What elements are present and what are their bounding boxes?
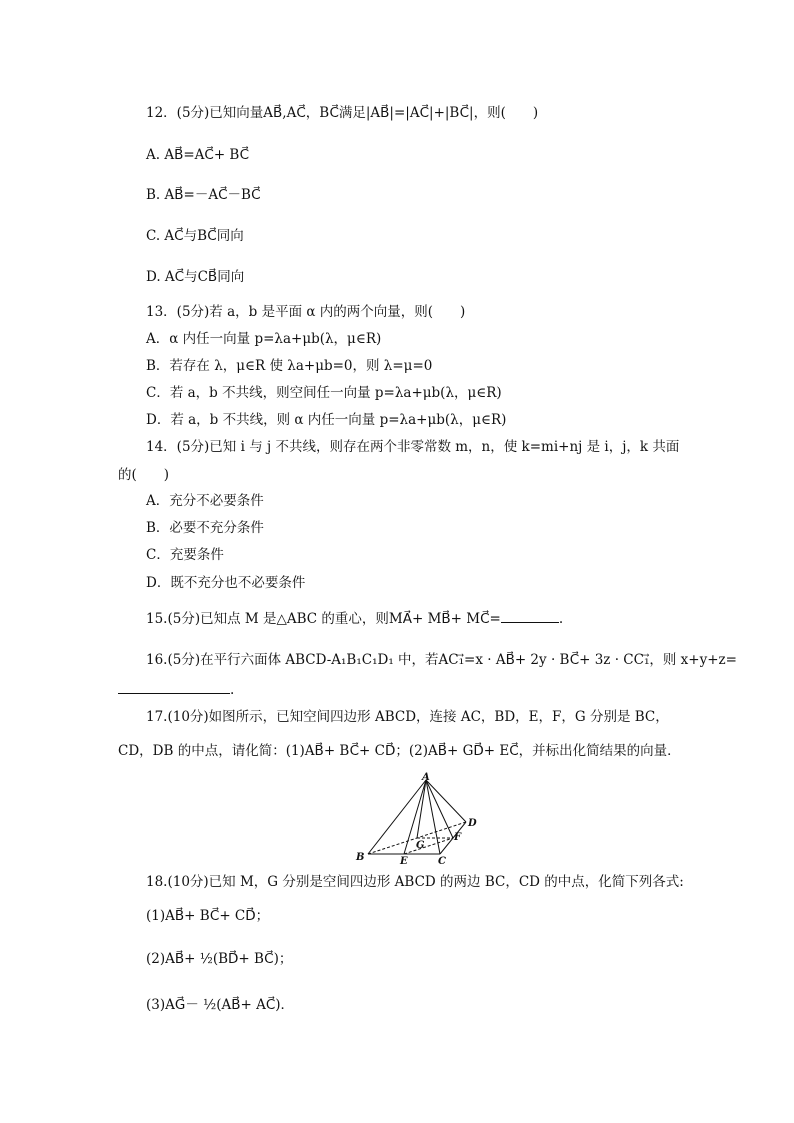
q14-option-c: C．充要条件: [146, 547, 224, 563]
edge-ad: [426, 780, 466, 822]
label-b: B: [356, 852, 365, 863]
tetrahedron-figure: [350, 772, 480, 864]
median-ag: [417, 780, 426, 838]
q13-stem: 13．(5分)若 a，b 是平面 α 内的两个向量，则( ): [146, 304, 466, 320]
q15-line: [146, 610, 563, 628]
q18-part-1: (1)AB⃗+ BC⃗+ CD⃗；: [146, 908, 270, 924]
segment-ef-dashed: [404, 838, 453, 854]
q16-end: .: [230, 682, 235, 698]
label-a: A: [422, 772, 430, 783]
q12-option-a: A. AB⃗=AC⃗+ BC⃗: [146, 147, 250, 163]
label-g: G: [416, 840, 425, 851]
median-af: [426, 780, 453, 838]
q18-part-3: (3)AG⃗－ ½(AB⃗+ AC⃗)．: [146, 997, 295, 1013]
q14-option-a: A．充分不必要条件: [146, 493, 264, 509]
q14-stem-line2: 的( ): [118, 467, 170, 483]
q17-line1: 17.(10分)如图所示，已知空间四边形 ABCD，连接 AC，BD，E，F，G 分别是 BC，: [146, 709, 669, 725]
q12-stem: 12．(5分)已知向量AB⃗,AC⃗，BC⃗满足|AB⃗|=|AC⃗|+|BC⃗|，则( ): [146, 105, 539, 121]
q16-answer-blank: [118, 693, 230, 694]
q14-option-b: B．必要不充分条件: [146, 520, 264, 536]
q14-stem-line1: 14．(5分)已知 i 与 j 不共线，则存在两个非零常数 m，n，使 k=mi+nj 是 i，j，k 共面: [146, 439, 680, 455]
label-f: F: [454, 832, 462, 843]
q14-option-d: D．既不充分也不必要条件: [146, 575, 306, 591]
label-d: D: [468, 818, 477, 829]
q12-option-d: D. AC⃗与CB⃗同向: [146, 269, 245, 285]
label-e: E: [400, 856, 408, 864]
q13-option-b: B．若存在 λ，μ∈R 使 λa+μb=0，则 λ=μ=0: [146, 358, 433, 374]
q17-line2: CD，DB 的中点，请化简：(1)AB⃗+ BC⃗+ CD⃗；(2)AB⃗+ GD⃗+ EC⃗，并标出化简结果的向量．: [118, 743, 681, 759]
q15-end: .: [558, 611, 564, 627]
q12-option-c: C. AC⃗与BC⃗同向: [146, 228, 244, 244]
label-c: C: [438, 856, 446, 864]
q16-stem: 16.(5分)在平行六面体 ABCD-A₁B₁C₁D₁ 中，若AC₁⃗=x · AB⃗+ 2y · BC⃗+ 3z · CC₁⃗，则 x+y+z=: [146, 652, 737, 668]
q18-stem: 18.(10分)已知 M，G 分别是空间四边形 ABCD 的两边 BC，CD 的中点，化简下列各式:: [146, 874, 684, 890]
q13-option-c: C．若 a，b 不共线，则空间任一向量 p=λa+μb(λ，μ∈R): [146, 385, 502, 401]
q18-part-2: (2)AB⃗+ ½(BD⃗+ BC⃗)；: [146, 951, 293, 967]
q13-option-a: A．α 内任一向量 p=λa+μb(λ，μ∈R): [146, 331, 382, 347]
q12-option-b: B. AB⃗=－AC⃗－BC⃗: [146, 187, 261, 203]
q15-answer-blank: [501, 622, 559, 623]
q13-option-d: D．若 a，b 不共线，则 α 内任一向量 p=λa+μb(λ，μ∈R): [146, 412, 507, 428]
q16-answer-line: [118, 681, 234, 699]
q15-stem: 15.(5分)已知点 M 是△ABC 的重心，则MA⃗+ MB⃗+ MC⃗=: [146, 611, 501, 627]
